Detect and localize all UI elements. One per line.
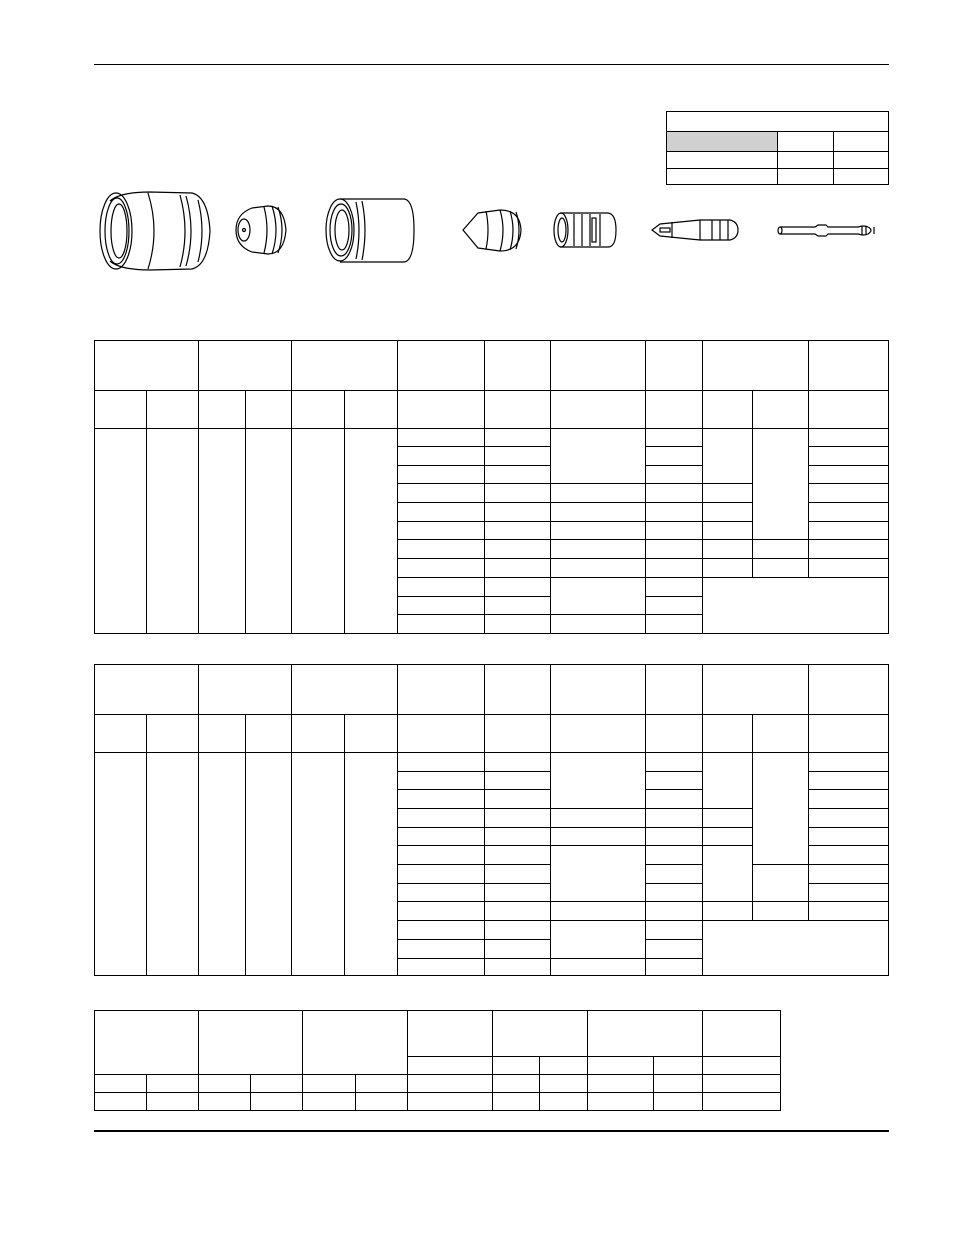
footer-rule [94,1130,889,1132]
shield-icon [100,192,210,270]
electrode-icon [652,220,738,240]
nozzle-retaining-cap-icon [236,206,286,254]
swirl-ring-icon [554,213,616,247]
cut-chart-table-2 [94,664,889,976]
nozzle-icon [463,210,521,251]
cut-chart-table-3 [94,1010,781,1111]
retaining-cap-icon [326,199,414,262]
water-tube-icon [778,225,874,236]
cut-chart-table-1 [94,340,889,634]
